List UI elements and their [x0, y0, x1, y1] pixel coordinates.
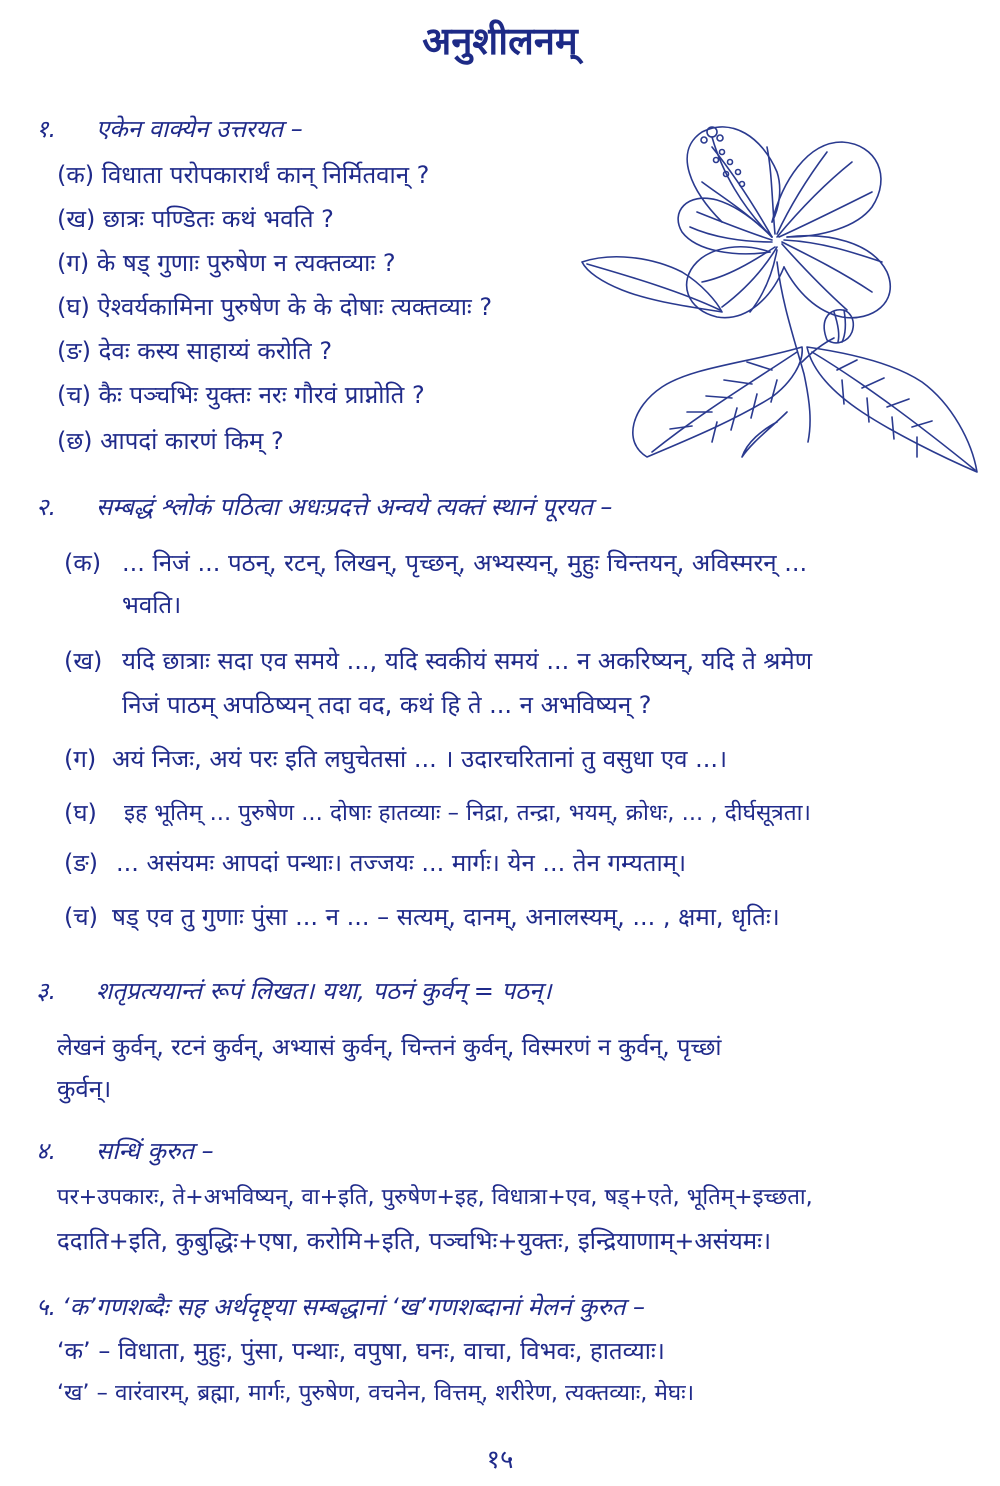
q1-item: (ग) के षड् गुणाः पुरुषेण न त्यक्तव्याः ? — [57, 249, 396, 277]
q5-text: ‘ख’ – वारंवारम्, ब्रह्मा, मार्गः, पुरुषेण, वचनेन, वित्तम्, शरीरेण, त्यक्तव्याः, मेघः। — [57, 1380, 695, 1406]
q4-number: ४. — [36, 1137, 57, 1165]
q1-item: (क) विधाता परोपकारार्थं कान् निर्मितवान् ? — [57, 161, 430, 189]
q3-heading: शतृप्रत्ययान्तं रूपं लिखत। यथा, पठनं कुर्वन् = पठन्। — [96, 977, 552, 1005]
q2-item-text: ... असंयमः आपदां पन्थाः। तज्जयः ... मार्गः। येन ... तेन गम्यताम्। — [116, 849, 687, 877]
q2-item-tag: (ख) — [64, 647, 103, 675]
q1-item: (च) कैः पञ्चभिः युक्तः नरः गौरवं प्राप्नोति ? — [57, 381, 425, 409]
q2-item-text: भवति। — [122, 591, 182, 619]
q5-text: ‘क’ – विधाता, मुहुः, पुंसा, पन्थाः, वपुषा, घनः, वाचा, विभवः, हातव्याः। — [57, 1337, 665, 1365]
q2-item-tag: (ङ) — [64, 849, 99, 877]
q3-number: ३. — [36, 977, 57, 1005]
q2-item-text: अयं निजः, अयं परः इति लघुचेतसां ... । उदारचरितानां तु वसुधा एव ...। — [112, 745, 728, 773]
q2-heading: सम्बद्धं श्लोकं पठित्वा अधःप्रदत्ते अन्वये त्यक्तं स्थानं पूरयत – — [96, 493, 613, 521]
q4-text: पर+उपकारः, ते+अभविष्यन्, वा+इति, पुरुषेण+इह, विधात्रा+एव, षड्+एते, भूतिम्+इच्छता, — [57, 1184, 813, 1210]
q2-item-text: निजं पाठम् अपठिष्यन् तदा वद, कथं हि ते ... न अभविष्यन् ? — [122, 691, 652, 719]
q2-item-text: इह भूतिम् ... पुरुषेण ... दोषाः हातव्याः – निद्रा, तन्द्रा, भयम्, क्रोधः, ... , दीर्घसूत्रता। — [124, 800, 811, 826]
q2-item-text: यदि छात्राः सदा एव समये ..., यदि स्वकीयं समयं ... न अकरिष्यन्, यदि ते श्रमेण — [122, 647, 813, 675]
q2-item-text: ... निजं ... पठन्, रटन्, लिखन्, पृच्छन्, अभ्यस्यन्, मुहुः चिन्तयन्, अविस्मरन् ... — [122, 549, 808, 577]
q1-item: (ख) छात्रः पण्डितः कथं भवति ? — [57, 205, 334, 233]
q1-number: १. — [36, 115, 57, 143]
q2-item-tag: (च) — [64, 903, 98, 931]
page-number: १५ — [486, 1445, 514, 1475]
q4-heading: सन्धिं कुरुत – — [96, 1137, 214, 1165]
q2-item-tag: (ग) — [64, 745, 97, 773]
q1-heading: एकेन वाक्येन उत्तरयत – — [96, 115, 303, 143]
q1-item: (छ) आपदां कारणं किम् ? — [57, 427, 284, 455]
page-title: अनुशीलनम् — [422, 19, 578, 63]
q2-item-text: षड् एव तु गुणाः पुंसा ... न ... – सत्यम्, दानम्, अनालस्यम्, ... , क्षमा, धृतिः। — [112, 903, 780, 931]
hibiscus-flower-icon — [572, 112, 982, 480]
q1-item: (ङ) देवः कस्य साहाय्यं करोति ? — [57, 337, 333, 365]
q3-text: लेखनं कुर्वन्, रटनं कुर्वन्, अभ्यासं कुर्वन्, चिन्तनं कुर्वन्, विस्मरणं न कुर्वन्, पृच्छां — [57, 1033, 722, 1061]
q5-heading: ‘क’गणशब्दैः सह अर्थदृष्ट्या सम्बद्धानां ‘ख’गणशब्दानां मेलनं कुरुत – — [62, 1293, 646, 1321]
q1-item: (घ) ऐश्वर्यकामिना पुरुषेण के के दोषाः त्यक्तव्याः ? — [57, 293, 493, 321]
q5-number: ५. — [36, 1293, 57, 1321]
q3-text: कुर्वन्। — [57, 1075, 112, 1103]
q2-item-tag: (घ) — [64, 799, 97, 827]
q2-number: २. — [36, 493, 57, 521]
q4-text: ददाति+इति, कुबुद्धिः+एषा, करोमि+इति, पञ्चभिः+युक्तः, इन्द्रियाणाम्+असंयमः। — [57, 1227, 772, 1255]
q2-item-tag: (क) — [64, 549, 102, 577]
